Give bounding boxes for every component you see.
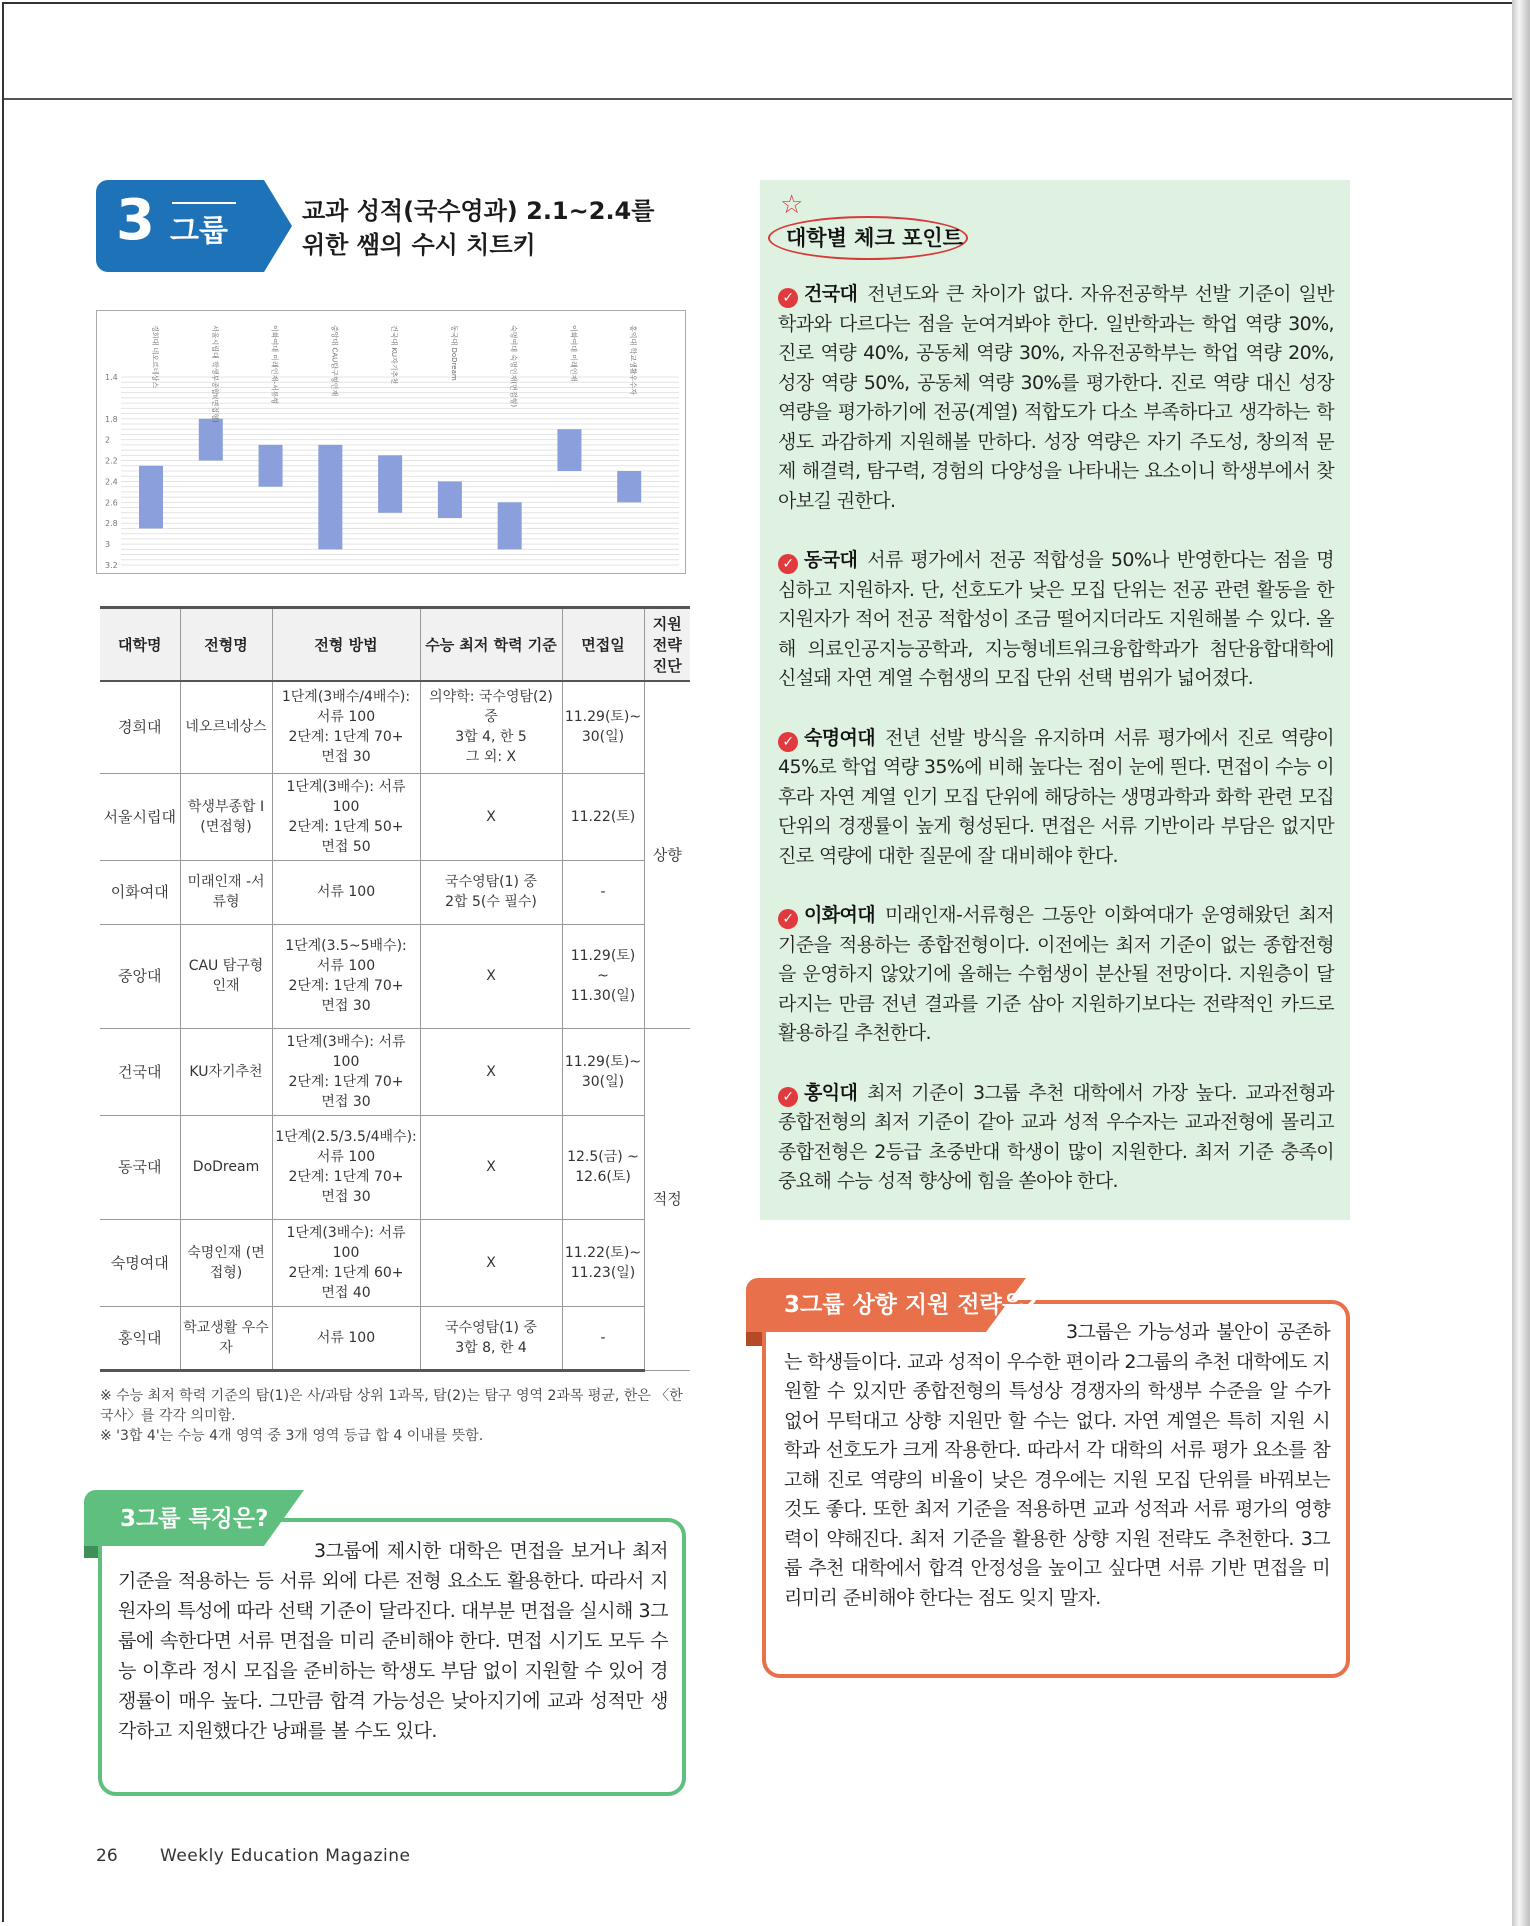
cell-strategy-upper: 상향 — [644, 681, 690, 1028]
check-icon: ✓ — [778, 732, 798, 752]
table-row — [100, 773, 690, 860]
category-label: 숙명여대 숙명인재(면접형) — [509, 325, 518, 408]
cell-method-line: 면접 50 — [321, 838, 371, 855]
check-item — [778, 280, 1334, 516]
check-item-text: 미래인재-서류형은 그동안 이화여대가 운영해왔던 최저 기준을 적용하는 종합전형이다. 이전에는 최저 기준이 없는 종합전형을 운영하지 않았기에 올해는 수험생이 분산될 전망이다. 지원층이 달라지는 만큼 전년 결과를 기준 삼아 지원하기보다는 전략적인 카드로 활용하길 추천한다. — [778, 904, 1334, 1044]
cell-method — [272, 1306, 420, 1370]
check-item-univ: 홍익대 — [804, 1081, 858, 1104]
group-number: 3 — [116, 188, 155, 253]
cell-interview — [562, 1028, 644, 1115]
cell-min-line: X — [486, 1063, 496, 1080]
cell-method-line: 2단계: 1단계 70+ — [288, 729, 404, 746]
cell-method-line: 면접 30 — [321, 1189, 371, 1205]
group-title-line2: 위한 쌤의 수시 치트키 — [302, 231, 536, 259]
cell-type: CAU 탐구형인재 — [180, 924, 272, 1028]
table-row — [100, 924, 690, 1028]
category-label: 경희대 네오르네상스 — [151, 325, 159, 389]
cell-method-line: 면접 30 — [321, 998, 371, 1014]
feature-tab-fold — [84, 1546, 98, 1558]
cell-method-line: 면접 30 — [321, 749, 371, 766]
cell-strategy-fit: 적정 — [644, 1028, 690, 1370]
category-label: 이화여대 미래인재-서류형 — [270, 325, 279, 405]
footnote-2: ※ '3합 4'는 수능 4개 영역 중 3개 영역 등급 합 4 이내를 뜻함. — [100, 1428, 484, 1444]
th-univ: 대학명 — [100, 608, 180, 682]
y-tick-label: 1.8 — [105, 414, 118, 424]
grade-range-chart — [96, 310, 686, 574]
check-icon: ✓ — [778, 1087, 798, 1107]
chart-bar — [617, 471, 641, 502]
cell-type: 학교생활 우수자 — [180, 1306, 272, 1370]
chart-bar — [318, 445, 342, 549]
cell-interview — [562, 773, 644, 860]
y-tick-label: 3.2 — [105, 561, 118, 570]
table-footnotes — [100, 1386, 690, 1446]
table-row — [100, 1115, 690, 1219]
cell-method-line: 2단계: 1단계 70+ — [288, 1073, 404, 1090]
chart-bar — [199, 419, 223, 461]
group-header-arrow — [264, 180, 292, 272]
y-tick-label: 2.8 — [105, 519, 118, 529]
th-interview: 면접일 — [562, 608, 644, 682]
cell-method-line: 1단계(3배수): 서류 100 — [286, 1224, 406, 1261]
cell-min-line: 2합 5(수 필수) — [445, 894, 537, 910]
cell-interview — [562, 1115, 644, 1219]
cell-method-line: 서류 100 — [316, 709, 376, 726]
cell-method-line: 서류 100 — [316, 1329, 376, 1346]
th-min: 수능 최저 학력 기준 — [420, 608, 562, 682]
th-type: 전형명 — [180, 608, 272, 682]
footnote-1: ※ 수능 최저 학력 기준의 탐(1)은 사/과탐 상위 1과목, 탐(2)는 탐구 영역 2과목 평균, 한은 〈한국사〉를 각각 의미함. — [100, 1388, 683, 1424]
cell-interview-line: 11.23(일) — [570, 1264, 636, 1281]
cell-univ: 중앙대 — [100, 924, 180, 1028]
cell-interview-line: - — [600, 884, 606, 900]
cell-univ: 동국대 — [100, 1115, 180, 1219]
cell-method-line: 면접 30 — [321, 1093, 371, 1110]
table-row — [100, 860, 690, 924]
cell-univ: 경희대 — [100, 681, 180, 773]
cell-type: 숙명인재 (면접형) — [180, 1219, 272, 1306]
cell-method — [272, 924, 420, 1028]
strategy-tab-label: 3그룹 상향 지원 전략은? — [784, 1292, 1038, 1318]
cell-min — [420, 1219, 562, 1306]
cell-min-line: 3합 4, 한 5 — [455, 729, 527, 746]
check-icon: ✓ — [778, 554, 798, 574]
check-item-text: 최저 기준이 3그룹 추천 대학에서 가장 높다. 교과전형과 종합전형의 최저 기준이 같아 교과 성적 우수자는 교과전형에 몰리고 종합전형은 2등급 초중반대 학생이 많이 지원한다. 최저 기준 충족이 중요해 수능 성적 향상에 힘을 쏟아야 한다. — [778, 1081, 1334, 1192]
y-tick-label: 2.6 — [105, 498, 118, 508]
page-spine — [1512, 0, 1530, 1926]
cell-min-line: X — [486, 1254, 496, 1271]
check-item — [778, 901, 1334, 1049]
y-tick-label: 3 — [105, 540, 111, 550]
group-title — [302, 194, 682, 262]
th-strategy: 지원 전략 진단 — [644, 608, 690, 682]
chart-bar — [557, 429, 581, 471]
chart-bar — [378, 455, 402, 512]
th-method: 전형 방법 — [272, 608, 420, 682]
cell-interview-line: 30(일) — [581, 729, 625, 746]
chart-bar — [438, 481, 462, 518]
cell-min-line: 의약학: 국수영탐(2) 중 — [429, 689, 553, 726]
cell-univ: 이화여대 — [100, 860, 180, 924]
cell-method-line: 서류 100 — [316, 884, 376, 900]
cell-method-line: 서류 100 — [316, 1149, 376, 1165]
cell-min — [420, 773, 562, 860]
cell-method-line: 1단계(3.5~5배수): — [285, 938, 407, 954]
chart-bar — [259, 445, 283, 487]
cell-interview-line: 12.6(토) — [575, 1169, 631, 1185]
category-label: 이화여대 미래인재 — [569, 325, 578, 382]
strategy-text: 3그룹은 가능성과 불안이 공존하는 학생들이다. 교과 성적이 우수한 편이라 2그룹의 추천 대학에도 지원할 수 있지만 종합전형의 특성상 경쟁자의 학생부 수준을 알 수가 없어 무턱대고 상향 지원만 할 수는 없다. 자연 계열은 특히 지원 시 학과 선호도가 크게 작용한다. 따라서 각 대학의 서류 평가 요소를 참고해 진로 역량의 비율이 낮은 경우에는 지원 모집 단위를 바꿔보는 것도 좋다. 또한 최저 기준을 적용하면 교과 성적과 서류 평가의 영향력이 약해진다. 최저 기준을 활용한 상향 지원 전략도 추천한다. 3그룹 추천 대학에서 합격 안정성을 높이고 싶다면 서류 기반 면접을 미리미리 준비해야 한다는 점도 잊지 말자. — [784, 1321, 1330, 1609]
cell-method-line: 서류 100 — [316, 958, 376, 974]
cell-min — [420, 1115, 562, 1219]
cell-interview — [562, 681, 644, 773]
group-title-line1: 교과 성적(국수영과) 2.1~2.4를 — [302, 197, 655, 225]
category-label: 건국대 KU자기추천 — [390, 325, 399, 385]
y-tick-label: 2 — [105, 435, 111, 445]
cell-interview-line: 12.5(금) ~ — [567, 1149, 639, 1165]
cell-min — [420, 681, 562, 773]
y-tick-label: 2.2 — [105, 456, 118, 466]
star-icon: ☆ — [780, 190, 804, 220]
cell-method — [272, 1115, 420, 1219]
cell-type: KU자기추천 — [180, 1028, 272, 1115]
strategy-tab-fold — [746, 1332, 762, 1346]
cell-univ: 홍익대 — [100, 1306, 180, 1370]
table-row — [100, 681, 690, 773]
cell-interview — [562, 1306, 644, 1370]
chart-bar — [139, 466, 163, 529]
table-header-row — [100, 608, 690, 682]
cell-type: 네오르네상스 — [180, 681, 272, 773]
cell-method — [272, 681, 420, 773]
cell-method — [272, 1219, 420, 1306]
check-item-univ: 이화여대 — [804, 904, 876, 926]
cell-min — [420, 1306, 562, 1370]
group-header — [96, 180, 684, 272]
cell-interview-line: 11.29(토) ~ — [570, 948, 636, 984]
cell-min-line: 국수영탐(1) 중 — [445, 874, 537, 890]
cell-interview-line: 11.30(일) — [570, 988, 636, 1004]
magazine-name: Weekly Education Magazine — [160, 1846, 411, 1866]
cell-method-line: 1단계(3배수): 서류 100 — [286, 778, 406, 815]
cell-interview-line: 30(일) — [581, 1073, 625, 1090]
table-row — [100, 1028, 690, 1115]
group-word-rule — [172, 202, 236, 204]
chart-bar — [498, 502, 522, 549]
cell-min-line: X — [486, 968, 496, 984]
check-list — [778, 280, 1334, 1227]
cell-interview-line: 11.22(토)~ — [564, 1244, 642, 1261]
feature-tab-label: 3그룹 특징은? — [120, 1506, 269, 1532]
cell-min-line: 3합 8, 한 4 — [455, 1339, 527, 1356]
check-title: 대학별 체크 포인트 — [786, 226, 963, 250]
check-item-text: 서류 평가에서 전공 적합성을 50%나 반영한다는 점을 명심하고 지원하자. 단, 선호도가 낮은 모집 단위는 전공 관련 활동을 한 지원자가 적어 전공 적합성이 조금 떨어지더라도 지원해볼 수 있다. 올해 의료인공지능공학과, 지능형네트워크융합학과가 첨단융합대학에 신설돼 자연 계열 수험생의 모집 단위 선택 범위가 넓어졌다. — [778, 549, 1334, 689]
cell-method — [272, 773, 420, 860]
cell-type: 미래인재 -서류형 — [180, 860, 272, 924]
group-word: 그룹 — [170, 214, 228, 249]
category-label: 홍익대 학교생활우수자 — [629, 325, 638, 395]
check-item — [778, 1079, 1334, 1197]
check-item-univ: 건국대 — [804, 283, 858, 305]
check-item-univ: 숙명여대 — [804, 726, 876, 749]
cell-method-line: 2단계: 1단계 70+ — [288, 978, 404, 994]
check-item-univ: 동국대 — [804, 549, 858, 571]
cell-interview-line: 11.22(토) — [570, 808, 636, 825]
check-item-text: 전년 선발 방식을 유지하며 서류 평가에서 진로 역량이 45%로 학업 역량 35%에 비해 높다는 점이 눈에 띈다. 면접이 수능 이후라 자연 계열 인기 모집 단위에 해당하는 생명과학과 화학 관련 모집 단위의 경쟁률이 높게 형성된다. 면접은 서류 기반이라 부담은 없지만 진로 역량에 대한 질문에 잘 대비해야 한다. — [778, 726, 1334, 867]
cell-interview — [562, 860, 644, 924]
cell-interview-line: - — [600, 1329, 606, 1346]
feature-text: 3그룹에 제시한 대학은 면접을 보거나 최저 기준을 적용하는 등 서류 외에 다른 전형 요소도 활용한다. 따라서 지원자의 특성에 따라 선택 기준이 달라진다. 대부분 면접을 실시해 3그룹에 속한다면 서류 면접을 미리 준비해야 한다. 면접 시기도 모두 수능 이후라 정시 모집을 준비하는 학생도 부담 없이 지원할 수 있어 경쟁률이 매우 높다. 그만큼 합격 가능성은 낮아지기에 교과 성적만 생각하고 지원했다간 낭패를 볼 수도 있다. — [118, 1540, 668, 1742]
cell-univ: 숙명여대 — [100, 1219, 180, 1306]
cell-method-line: 2단계: 1단계 70+ — [288, 1169, 404, 1185]
cell-method — [272, 1028, 420, 1115]
category-label: 중앙대 CAU탐구형인재 — [330, 325, 339, 397]
cell-method-line: 1단계(3배수): 서류 100 — [286, 1033, 406, 1070]
cell-interview — [562, 924, 644, 1028]
cell-min-line: X — [486, 808, 496, 825]
cell-interview — [562, 1219, 644, 1306]
cell-type: 학생부종합 Ⅰ (면접형) — [180, 773, 272, 860]
category-label: 서울시립대 학생부종합Ⅰ(면접형) — [210, 325, 219, 423]
cell-min-line: 그 외: X — [465, 749, 517, 766]
cell-min-line: X — [486, 1159, 496, 1175]
cell-min — [420, 860, 562, 924]
check-item — [778, 724, 1334, 872]
cell-method-line: 1단계(2.5/3.5/4배수): — [275, 1129, 417, 1145]
cell-univ: 서울시립대 — [100, 773, 180, 860]
check-icon: ✓ — [778, 909, 798, 929]
cell-method-line: 2단계: 1단계 60+ — [288, 1264, 404, 1281]
page-number: 26 — [96, 1846, 118, 1866]
check-item — [778, 546, 1334, 694]
cell-method-line: 면접 40 — [321, 1284, 371, 1301]
cell-univ: 건국대 — [100, 1028, 180, 1115]
table-row — [100, 1219, 690, 1306]
cell-method-line: 2단계: 1단계 50+ — [288, 818, 404, 835]
check-icon: ✓ — [778, 288, 798, 308]
table-row — [100, 1306, 690, 1370]
cell-min — [420, 924, 562, 1028]
cell-min — [420, 1028, 562, 1115]
admission-table — [100, 606, 690, 1372]
cell-method-line: 1단계(3배수/4배수): — [281, 689, 411, 706]
cell-interview-line: 11.29(토)~ — [564, 1053, 642, 1070]
cell-min-line: 국수영탐(1) 중 — [445, 1319, 537, 1336]
check-item-text: 전년도와 큰 차이가 없다. 자유전공학부 선발 기준이 일반학과와 다르다는 점을 눈여겨봐야 한다. 일반학과는 학업 역량 30%, 진로 역량 40%, 공동체 역량 30%, 자유전공학부는 학업 역량 20%, 성장 역량 50%, 공동체 역량 30%를 평가한다. 진로 역량 대신 성장 역량을 평가하기에 전공(계열) 적합도가 다소 부족하다고 생각하는 학생도 과감하게 지원해볼 만하다. 성장 역량은 자기 주도성, 창의적 문제 해결력, 탐구력, 경험의 다양성을 나타내는 요소이니 학생부에서 찾아보길 권한다. — [778, 283, 1334, 512]
top-rule — [4, 98, 1512, 100]
chart-svg — [97, 311, 687, 575]
cell-method — [272, 860, 420, 924]
cell-type: DoDream — [180, 1115, 272, 1219]
y-tick-label: 1.4 — [105, 373, 118, 382]
category-label: 동국대 DoDream — [449, 325, 458, 381]
cell-interview-line: 11.29(토)~ — [564, 709, 642, 726]
y-tick-label: 2.4 — [105, 477, 118, 487]
